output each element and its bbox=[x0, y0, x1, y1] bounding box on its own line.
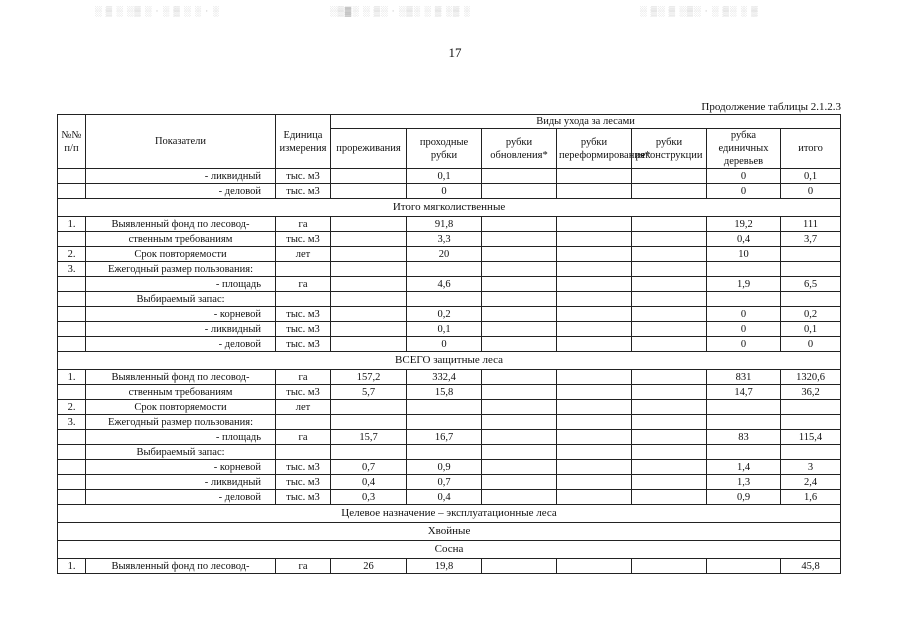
row-label: Выявленный фонд по лесовод- bbox=[86, 370, 276, 385]
section-row bbox=[58, 541, 841, 559]
row-number: 1. bbox=[58, 559, 86, 574]
row-label: - деловой bbox=[86, 490, 276, 505]
table-row bbox=[58, 217, 841, 232]
table-row bbox=[58, 292, 841, 307]
value-cell bbox=[482, 415, 557, 430]
value-cell: 0,9 bbox=[707, 490, 781, 505]
row-unit: лет bbox=[276, 400, 331, 415]
value-cell bbox=[632, 307, 707, 322]
value-cell: 3,3 bbox=[407, 232, 482, 247]
value-cell bbox=[482, 247, 557, 262]
row-label: - ликвидный bbox=[86, 475, 276, 490]
row-number bbox=[58, 292, 86, 307]
value-cell: 0 bbox=[707, 184, 781, 199]
value-cell: 6,5 bbox=[781, 277, 841, 292]
value-cell: 111 bbox=[781, 217, 841, 232]
value-cell bbox=[632, 460, 707, 475]
row-unit: тыс. м3 bbox=[276, 184, 331, 199]
value-cell: 2,4 bbox=[781, 475, 841, 490]
value-cell: 0,1 bbox=[781, 322, 841, 337]
table-row bbox=[58, 385, 841, 400]
value-cell bbox=[557, 430, 632, 445]
row-label: ственным требованиям bbox=[86, 385, 276, 400]
value-cell bbox=[781, 247, 841, 262]
row-unit: га bbox=[276, 370, 331, 385]
value-cell: 115,4 bbox=[781, 430, 841, 445]
row-unit bbox=[276, 262, 331, 277]
value-cell bbox=[557, 232, 632, 247]
row-unit: га bbox=[276, 559, 331, 574]
value-cell bbox=[632, 385, 707, 400]
value-cell: 157,2 bbox=[331, 370, 407, 385]
value-cell bbox=[781, 292, 841, 307]
row-label: - ликвидный bbox=[86, 169, 276, 184]
value-cell bbox=[707, 559, 781, 574]
value-cell bbox=[632, 232, 707, 247]
value-cell bbox=[781, 445, 841, 460]
value-cell bbox=[557, 337, 632, 352]
table-row bbox=[58, 490, 841, 505]
row-label: Ежегодный размер пользования: bbox=[86, 262, 276, 277]
value-cell: 1,9 bbox=[707, 277, 781, 292]
value-cell bbox=[331, 184, 407, 199]
row-unit: лет bbox=[276, 247, 331, 262]
value-cell bbox=[557, 400, 632, 415]
section-title: Целевое назначение – эксплуатационные леса bbox=[58, 505, 841, 523]
row-unit bbox=[276, 415, 331, 430]
value-cell: 45,8 bbox=[781, 559, 841, 574]
table-row bbox=[58, 307, 841, 322]
row-unit: тыс. м3 bbox=[276, 307, 331, 322]
value-cell bbox=[707, 292, 781, 307]
value-cell bbox=[557, 217, 632, 232]
value-cell bbox=[632, 292, 707, 307]
table-row bbox=[58, 247, 841, 262]
row-number bbox=[58, 385, 86, 400]
value-cell: 0,4 bbox=[407, 490, 482, 505]
row-unit: га bbox=[276, 430, 331, 445]
row-unit: тыс. м3 bbox=[276, 385, 331, 400]
row-number: 2. bbox=[58, 400, 86, 415]
section-row bbox=[58, 505, 841, 523]
value-cell bbox=[707, 415, 781, 430]
value-cell: 0 bbox=[707, 337, 781, 352]
table-row bbox=[58, 232, 841, 247]
value-cell: 1320,6 bbox=[781, 370, 841, 385]
value-cell bbox=[482, 445, 557, 460]
table-row bbox=[58, 370, 841, 385]
value-cell bbox=[331, 292, 407, 307]
value-cell bbox=[331, 322, 407, 337]
value-cell: 831 bbox=[707, 370, 781, 385]
value-cell bbox=[557, 247, 632, 262]
value-cell bbox=[557, 559, 632, 574]
value-cell: 0 bbox=[407, 184, 482, 199]
value-cell: 0,2 bbox=[407, 307, 482, 322]
value-cell: 332,4 bbox=[407, 370, 482, 385]
value-cell bbox=[407, 262, 482, 277]
value-cell: 0 bbox=[781, 337, 841, 352]
value-cell bbox=[331, 169, 407, 184]
page-number: 17 bbox=[448, 45, 462, 60]
row-number bbox=[58, 460, 86, 475]
row-number bbox=[58, 307, 86, 322]
value-cell bbox=[557, 460, 632, 475]
value-cell bbox=[331, 232, 407, 247]
forest-care-table bbox=[57, 114, 841, 574]
table-row bbox=[58, 184, 841, 199]
value-cell: 36,2 bbox=[781, 385, 841, 400]
value-cell: 0 bbox=[707, 169, 781, 184]
row-label: ственным требованиям bbox=[86, 232, 276, 247]
value-cell bbox=[407, 292, 482, 307]
row-label: Ежегодный размер пользования: bbox=[86, 415, 276, 430]
header-col-passage-cutting: проходные рубки bbox=[407, 129, 482, 169]
header-col-single-tree-cutting: рубка единичных деревьев bbox=[707, 129, 781, 169]
scan-noise: ░ ▒ ░ ░▒ ░ · ░ ▒ ░ ░ · ░ bbox=[95, 6, 220, 16]
value-cell bbox=[482, 322, 557, 337]
value-cell bbox=[482, 337, 557, 352]
value-cell bbox=[632, 322, 707, 337]
value-cell bbox=[482, 385, 557, 400]
value-cell bbox=[632, 337, 707, 352]
value-cell bbox=[707, 262, 781, 277]
value-cell bbox=[557, 445, 632, 460]
value-cell bbox=[482, 559, 557, 574]
value-cell bbox=[331, 307, 407, 322]
value-cell: 0 bbox=[707, 307, 781, 322]
table-continuation-caption: Продолжение таблицы 2.1.2.3 bbox=[701, 101, 841, 113]
value-cell: 5,7 bbox=[331, 385, 407, 400]
table-row bbox=[58, 337, 841, 352]
value-cell bbox=[331, 262, 407, 277]
value-cell bbox=[632, 217, 707, 232]
row-label: Выбираемый запас: bbox=[86, 445, 276, 460]
row-unit: тыс. м3 bbox=[276, 337, 331, 352]
value-cell: 0 bbox=[707, 322, 781, 337]
header-col-thinning: прореживания bbox=[331, 129, 407, 169]
row-number bbox=[58, 277, 86, 292]
value-cell: 91,8 bbox=[407, 217, 482, 232]
row-unit: тыс. м3 bbox=[276, 232, 331, 247]
table-row bbox=[58, 169, 841, 184]
row-label: - ликвидный bbox=[86, 322, 276, 337]
value-cell bbox=[632, 277, 707, 292]
row-label: Срок повторяемости bbox=[86, 400, 276, 415]
value-cell: 0,1 bbox=[781, 169, 841, 184]
value-cell: 0,1 bbox=[407, 169, 482, 184]
value-cell: 4,6 bbox=[407, 277, 482, 292]
row-number bbox=[58, 322, 86, 337]
value-cell: 1,3 bbox=[707, 475, 781, 490]
value-cell bbox=[557, 385, 632, 400]
value-cell bbox=[407, 415, 482, 430]
row-number bbox=[58, 445, 86, 460]
row-number bbox=[58, 475, 86, 490]
value-cell bbox=[781, 400, 841, 415]
row-unit: тыс. м3 bbox=[276, 460, 331, 475]
value-cell: 19,8 bbox=[407, 559, 482, 574]
table-row bbox=[58, 277, 841, 292]
table-row bbox=[58, 400, 841, 415]
value-cell bbox=[482, 430, 557, 445]
value-cell bbox=[632, 415, 707, 430]
value-cell bbox=[482, 475, 557, 490]
row-label: - корневой bbox=[86, 307, 276, 322]
value-cell: 3 bbox=[781, 460, 841, 475]
value-cell: 0,4 bbox=[331, 475, 407, 490]
row-number: 1. bbox=[58, 217, 86, 232]
value-cell bbox=[407, 445, 482, 460]
value-cell bbox=[557, 277, 632, 292]
value-cell: 0,7 bbox=[407, 475, 482, 490]
value-cell: 10 bbox=[707, 247, 781, 262]
value-cell bbox=[557, 322, 632, 337]
row-number bbox=[58, 490, 86, 505]
section-title: ВСЕГО защитные леса bbox=[58, 352, 841, 370]
value-cell bbox=[632, 400, 707, 415]
value-cell: 0,9 bbox=[407, 460, 482, 475]
value-cell bbox=[482, 400, 557, 415]
value-cell bbox=[707, 400, 781, 415]
value-cell: 83 bbox=[707, 430, 781, 445]
row-number: 1. bbox=[58, 370, 86, 385]
header-indicator: Показатели bbox=[86, 115, 276, 169]
value-cell bbox=[632, 169, 707, 184]
value-cell bbox=[407, 400, 482, 415]
value-cell bbox=[632, 370, 707, 385]
row-label: Выбираемый запас: bbox=[86, 292, 276, 307]
value-cell bbox=[707, 445, 781, 460]
table-body bbox=[58, 169, 841, 574]
value-cell bbox=[482, 490, 557, 505]
value-cell bbox=[482, 232, 557, 247]
row-number bbox=[58, 169, 86, 184]
value-cell: 0,4 bbox=[707, 232, 781, 247]
value-cell bbox=[632, 184, 707, 199]
value-cell: 19,2 bbox=[707, 217, 781, 232]
value-cell bbox=[632, 559, 707, 574]
value-cell bbox=[482, 370, 557, 385]
value-cell bbox=[482, 184, 557, 199]
row-number bbox=[58, 232, 86, 247]
header-col-total: итого bbox=[781, 129, 841, 169]
value-cell bbox=[331, 247, 407, 262]
value-cell bbox=[632, 262, 707, 277]
value-cell: 1,6 bbox=[781, 490, 841, 505]
row-number: 3. bbox=[58, 415, 86, 430]
value-cell bbox=[331, 445, 407, 460]
value-cell bbox=[331, 277, 407, 292]
table-row bbox=[58, 430, 841, 445]
row-number bbox=[58, 430, 86, 445]
row-unit: тыс. м3 bbox=[276, 169, 331, 184]
row-unit: тыс. м3 bbox=[276, 490, 331, 505]
value-cell bbox=[331, 400, 407, 415]
value-cell: 0,1 bbox=[407, 322, 482, 337]
scan-noise: ░ ▒░ ▒ ░▒░ · ░ ▒░ ░ ▒ bbox=[640, 6, 759, 16]
value-cell: 0 bbox=[781, 184, 841, 199]
table-row bbox=[58, 475, 841, 490]
row-unit bbox=[276, 292, 331, 307]
value-cell bbox=[632, 475, 707, 490]
value-cell bbox=[482, 292, 557, 307]
table-row bbox=[58, 460, 841, 475]
value-cell bbox=[557, 169, 632, 184]
row-number: 2. bbox=[58, 247, 86, 262]
value-cell bbox=[632, 445, 707, 460]
row-unit: га bbox=[276, 217, 331, 232]
header-group: Виды ухода за лесами bbox=[331, 115, 841, 129]
row-number bbox=[58, 337, 86, 352]
value-cell bbox=[557, 415, 632, 430]
row-label: - корневой bbox=[86, 460, 276, 475]
table-row bbox=[58, 415, 841, 430]
value-cell bbox=[557, 370, 632, 385]
value-cell: 1,4 bbox=[707, 460, 781, 475]
value-cell bbox=[331, 217, 407, 232]
row-unit: га bbox=[276, 277, 331, 292]
value-cell bbox=[632, 490, 707, 505]
table-row bbox=[58, 559, 841, 574]
row-unit bbox=[276, 445, 331, 460]
value-cell bbox=[557, 292, 632, 307]
section-row bbox=[58, 352, 841, 370]
row-label: - площадь bbox=[86, 430, 276, 445]
value-cell bbox=[557, 307, 632, 322]
value-cell bbox=[482, 277, 557, 292]
row-unit: тыс. м3 bbox=[276, 322, 331, 337]
header-col-renewal-cutting: рубки обновления* bbox=[482, 129, 557, 169]
value-cell: 20 bbox=[407, 247, 482, 262]
value-cell bbox=[331, 415, 407, 430]
value-cell: 0,7 bbox=[331, 460, 407, 475]
row-label: - площадь bbox=[86, 277, 276, 292]
value-cell bbox=[632, 430, 707, 445]
value-cell: 0 bbox=[407, 337, 482, 352]
row-label: - деловой bbox=[86, 337, 276, 352]
section-row bbox=[58, 523, 841, 541]
value-cell: 15,7 bbox=[331, 430, 407, 445]
section-row bbox=[58, 199, 841, 217]
value-cell bbox=[557, 184, 632, 199]
value-cell: 15,8 bbox=[407, 385, 482, 400]
value-cell bbox=[482, 217, 557, 232]
row-label: - деловой bbox=[86, 184, 276, 199]
value-cell bbox=[781, 262, 841, 277]
section-title: Итого мягколиственные bbox=[58, 199, 841, 217]
row-number bbox=[58, 184, 86, 199]
value-cell: 26 bbox=[331, 559, 407, 574]
header-unit: Единица измерения bbox=[276, 115, 331, 169]
value-cell bbox=[482, 169, 557, 184]
value-cell bbox=[482, 307, 557, 322]
value-cell bbox=[482, 460, 557, 475]
row-unit: тыс. м3 bbox=[276, 475, 331, 490]
row-label: Срок повторяемости bbox=[86, 247, 276, 262]
header-col-reconstruction-cutting: рубки реконструкции bbox=[632, 129, 707, 169]
section-title: Сосна bbox=[58, 541, 841, 559]
value-cell: 0,3 bbox=[331, 490, 407, 505]
value-cell bbox=[557, 262, 632, 277]
value-cell bbox=[331, 337, 407, 352]
value-cell: 3,7 bbox=[781, 232, 841, 247]
value-cell bbox=[781, 415, 841, 430]
table-row bbox=[58, 262, 841, 277]
row-label: Выявленный фонд по лесовод- bbox=[86, 559, 276, 574]
value-cell bbox=[557, 490, 632, 505]
value-cell bbox=[482, 262, 557, 277]
row-label: Выявленный фонд по лесовод- bbox=[86, 217, 276, 232]
header-num: №№ п/п bbox=[58, 115, 86, 169]
table-row bbox=[58, 322, 841, 337]
scan-noise: ░▒▓░ ░ ▒░ · ░▒░ ░ ▒ ░▒ ░ bbox=[330, 6, 471, 16]
section-title: Хвойные bbox=[58, 523, 841, 541]
value-cell: 14,7 bbox=[707, 385, 781, 400]
header-col-reformation-cutting: рубки переформирования* bbox=[557, 129, 632, 169]
row-number: 3. bbox=[58, 262, 86, 277]
value-cell bbox=[632, 247, 707, 262]
value-cell bbox=[557, 475, 632, 490]
value-cell: 16,7 bbox=[407, 430, 482, 445]
value-cell: 0,2 bbox=[781, 307, 841, 322]
table-row bbox=[58, 445, 841, 460]
